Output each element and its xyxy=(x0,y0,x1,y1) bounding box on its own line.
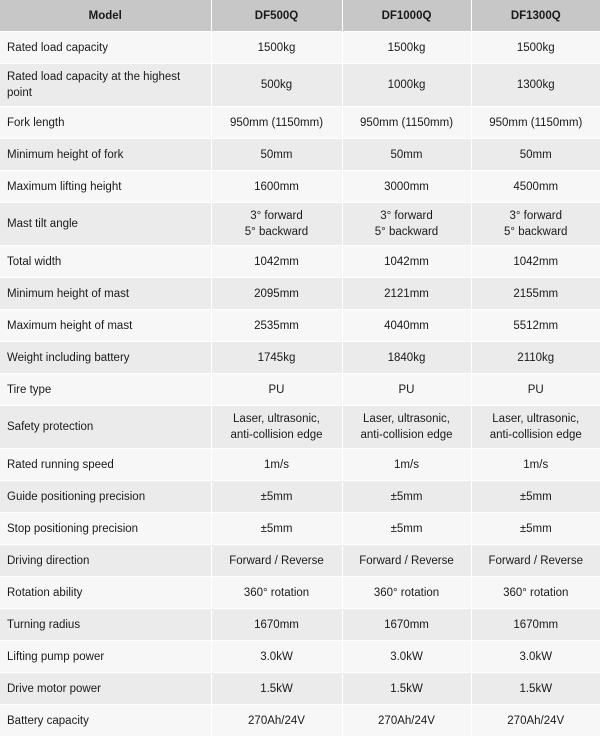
header-df1300q: DF1300Q xyxy=(471,0,600,32)
table-cell: 1670mm xyxy=(471,609,600,641)
table-cell: 3.0kW xyxy=(342,641,471,673)
table-row xyxy=(0,673,600,705)
table-cell: 4500mm xyxy=(471,171,600,203)
table-cell: 3.0kW xyxy=(471,641,600,673)
table-cell: 2121mm xyxy=(342,278,471,310)
table-cell: 1042mm xyxy=(471,246,600,278)
table-row xyxy=(0,449,600,481)
spec-table-body xyxy=(0,32,600,737)
table-row xyxy=(0,705,600,737)
table-cell: 3° forward 5° backward xyxy=(342,203,471,246)
table-cell: 1300kg xyxy=(471,64,600,107)
row-label: Weight including battery xyxy=(0,342,211,374)
table-cell: 3000mm xyxy=(342,171,471,203)
row-label: Rated load capacity at the highest point xyxy=(0,64,211,107)
table-row xyxy=(0,64,600,107)
table-cell: ±5mm xyxy=(471,481,600,513)
table-cell: 1m/s xyxy=(471,449,600,481)
row-label: Safety protection xyxy=(0,406,211,449)
table-cell: Laser, ultrasonic, anti-collision edge xyxy=(342,406,471,449)
table-cell: ±5mm xyxy=(342,481,471,513)
table-row xyxy=(0,513,600,545)
table-row xyxy=(0,577,600,609)
table-cell: ±5mm xyxy=(342,513,471,545)
table-cell: 50mm xyxy=(211,139,342,171)
table-cell: 1m/s xyxy=(211,449,342,481)
table-cell: 1m/s xyxy=(342,449,471,481)
table-row xyxy=(0,278,600,310)
table-cell: 950mm (1150mm) xyxy=(471,107,600,139)
table-cell: PU xyxy=(342,374,471,406)
table-cell: 360° rotation xyxy=(342,577,471,609)
table-row xyxy=(0,246,600,278)
header-df1000q: DF1000Q xyxy=(342,0,471,32)
spec-table-header xyxy=(0,0,600,32)
table-row xyxy=(0,139,600,171)
row-label: Stop positioning precision xyxy=(0,513,211,545)
row-label: Rated running speed xyxy=(0,449,211,481)
table-row xyxy=(0,342,600,374)
table-cell: 2155mm xyxy=(471,278,600,310)
table-cell: 950mm (1150mm) xyxy=(342,107,471,139)
header-model: Model xyxy=(0,0,211,32)
row-label: Battery capacity xyxy=(0,705,211,737)
row-label: Mast tilt angle xyxy=(0,203,211,246)
table-cell: 1042mm xyxy=(342,246,471,278)
table-cell: 50mm xyxy=(471,139,600,171)
row-label: Driving direction xyxy=(0,545,211,577)
row-label: Fork length xyxy=(0,107,211,139)
table-row xyxy=(0,406,600,449)
table-row xyxy=(0,609,600,641)
table-row xyxy=(0,171,600,203)
table-cell: Laser, ultrasonic, anti-collision edge xyxy=(471,406,600,449)
table-cell: ±5mm xyxy=(211,513,342,545)
table-cell: Forward / Reverse xyxy=(342,545,471,577)
table-cell: 1.5kW xyxy=(471,673,600,705)
table-cell: 2110kg xyxy=(471,342,600,374)
row-label: Tire type xyxy=(0,374,211,406)
table-cell: 1500kg xyxy=(342,32,471,64)
row-label: Guide positioning precision xyxy=(0,481,211,513)
table-cell: ±5mm xyxy=(471,513,600,545)
table-row xyxy=(0,545,600,577)
table-cell: PU xyxy=(471,374,600,406)
table-cell: 1.5kW xyxy=(342,673,471,705)
table-cell: 4040mm xyxy=(342,310,471,342)
row-label: Minimum height of fork xyxy=(0,139,211,171)
table-row xyxy=(0,107,600,139)
row-label: Rotation ability xyxy=(0,577,211,609)
table-cell: 1600mm xyxy=(211,171,342,203)
table-cell: ±5mm xyxy=(211,481,342,513)
row-label: Rated load capacity xyxy=(0,32,211,64)
table-cell: 2535mm xyxy=(211,310,342,342)
table-row xyxy=(0,481,600,513)
row-label: Maximum height of mast xyxy=(0,310,211,342)
table-row xyxy=(0,641,600,673)
header-row xyxy=(0,0,600,32)
table-cell: Forward / Reverse xyxy=(471,545,600,577)
table-cell: 3° forward 5° backward xyxy=(471,203,600,246)
row-label: Turning radius xyxy=(0,609,211,641)
table-cell: 360° rotation xyxy=(471,577,600,609)
table-cell: 1.5kW xyxy=(211,673,342,705)
row-label: Lifting pump power xyxy=(0,641,211,673)
table-cell: 5512mm xyxy=(471,310,600,342)
table-cell: 270Ah/24V xyxy=(211,705,342,737)
table-cell: 1500kg xyxy=(471,32,600,64)
table-cell: 1670mm xyxy=(211,609,342,641)
table-cell: 1745kg xyxy=(211,342,342,374)
table-cell: 1840kg xyxy=(342,342,471,374)
table-cell: 2095mm xyxy=(211,278,342,310)
header-df500q: DF500Q xyxy=(211,0,342,32)
table-cell: 3° forward 5° backward xyxy=(211,203,342,246)
table-cell: 950mm (1150mm) xyxy=(211,107,342,139)
table-cell: 1500kg xyxy=(211,32,342,64)
table-cell: 1042mm xyxy=(211,246,342,278)
table-cell: Laser, ultrasonic, anti-collision edge xyxy=(211,406,342,449)
table-row xyxy=(0,310,600,342)
row-label: Maximum lifting height xyxy=(0,171,211,203)
table-row xyxy=(0,374,600,406)
table-cell: 360° rotation xyxy=(211,577,342,609)
table-row xyxy=(0,32,600,64)
table-row xyxy=(0,203,600,246)
row-label: Total width xyxy=(0,246,211,278)
table-cell: 3.0kW xyxy=(211,641,342,673)
table-cell: Forward / Reverse xyxy=(211,545,342,577)
table-cell: 270Ah/24V xyxy=(471,705,600,737)
row-label: Minimum height of mast xyxy=(0,278,211,310)
table-cell: 270Ah/24V xyxy=(342,705,471,737)
table-cell: 1670mm xyxy=(342,609,471,641)
table-cell: 50mm xyxy=(342,139,471,171)
table-cell: 500kg xyxy=(211,64,342,107)
table-cell: PU xyxy=(211,374,342,406)
table-cell: 1000kg xyxy=(342,64,471,107)
row-label: Drive motor power xyxy=(0,673,211,705)
